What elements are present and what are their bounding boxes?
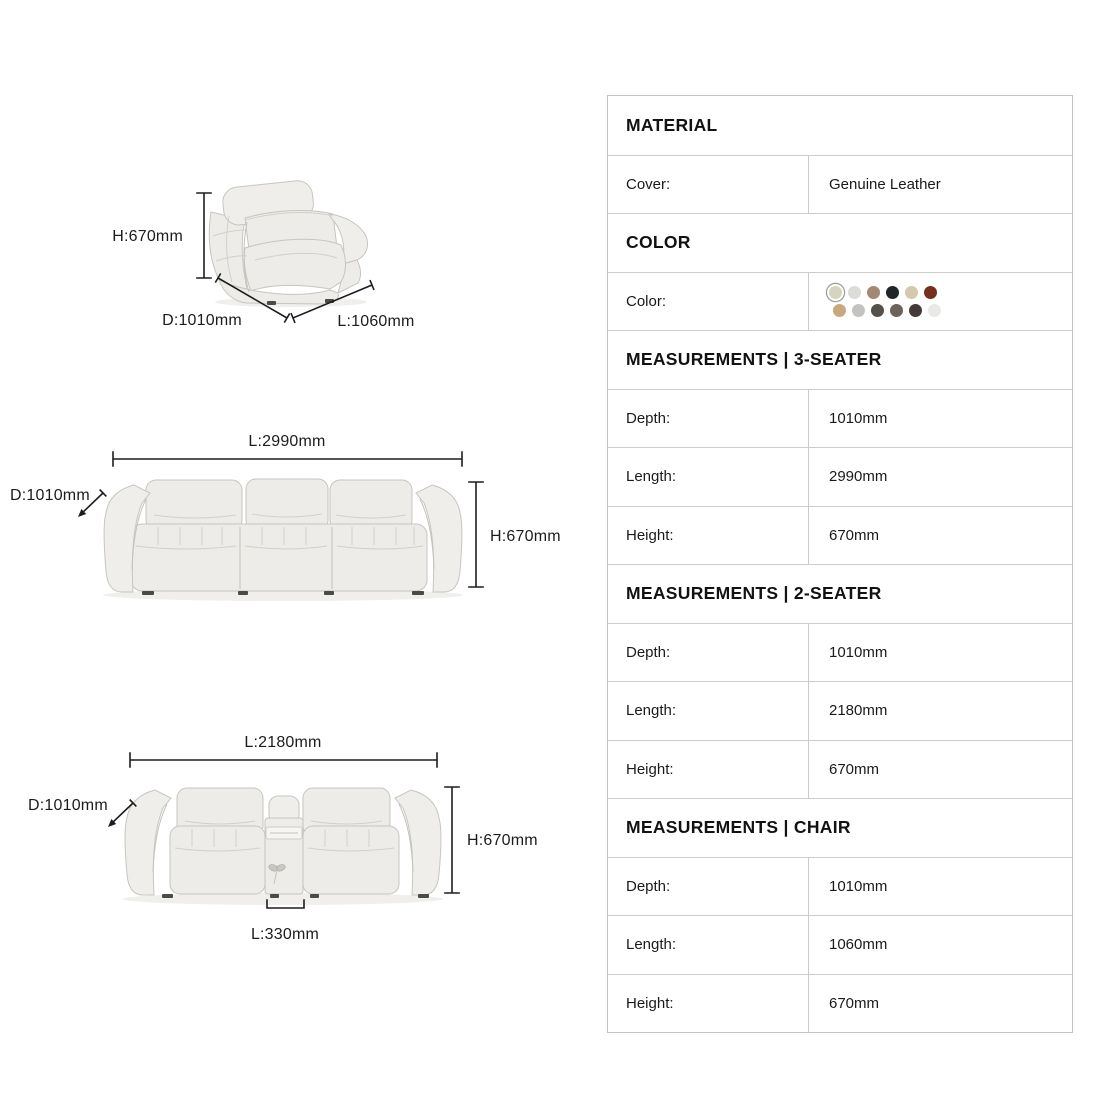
three-seater-dimension-diagram — [0, 425, 570, 620]
spec-row-3seater-height — [608, 506, 1072, 565]
chair-length-label: L:1060mm — [337, 313, 415, 330]
spec-value — [809, 682, 1072, 740]
two-seater-height-label: H:670mm — [467, 832, 538, 849]
spec-value — [809, 273, 1072, 331]
spec-label-text: Depth: — [626, 409, 671, 427]
spec-value-text: 2180mm — [829, 702, 888, 720]
spec-label — [608, 975, 809, 1033]
section-header-measurements-chair — [608, 798, 1072, 857]
section-header-label: MEASUREMENTS | 2-SEATER — [626, 583, 882, 604]
spec-label-text: Depth: — [626, 643, 671, 661]
spec-row-cover — [608, 155, 1072, 214]
spec-value — [809, 156, 1072, 214]
section-header-label: COLOR — [626, 232, 691, 253]
color-swatch[interactable] — [867, 286, 880, 299]
spec-table — [607, 95, 1073, 1033]
spec-value — [809, 624, 1072, 682]
three-seater-depth-label: D:1010mm — [10, 487, 90, 504]
chair-dimension-diagram — [95, 168, 440, 343]
spec-row-chair-length — [608, 915, 1072, 974]
two-seater-dimension-diagram — [20, 726, 565, 961]
two-seater-length-label: L:2180mm — [244, 734, 322, 751]
section-header-color — [608, 213, 1072, 272]
spec-row-2seater-depth — [608, 623, 1072, 682]
spec-row-3seater-depth — [608, 389, 1072, 448]
two-seater-console-length-label: L:330mm — [250, 926, 320, 943]
chair-height-label: H:670mm — [112, 228, 183, 245]
color-swatch[interactable] — [905, 286, 918, 299]
spec-label-text: Height: — [626, 994, 674, 1012]
spec-value — [809, 858, 1072, 916]
spec-label-text: Cover: — [626, 175, 671, 193]
spec-value — [809, 916, 1072, 974]
spec-label — [608, 507, 809, 565]
spec-label — [608, 624, 809, 682]
color-swatch[interactable] — [833, 304, 846, 317]
two-seater-depth-label: D:1010mm — [28, 797, 108, 814]
spec-label-text: Height: — [626, 526, 674, 544]
spec-label-text: Depth: — [626, 877, 671, 895]
spec-value — [809, 448, 1072, 506]
two-seater-illustration — [123, 788, 443, 905]
color-swatch[interactable] — [848, 286, 861, 299]
spec-row-chair-height — [608, 974, 1072, 1033]
spec-row-color — [608, 272, 1072, 331]
spec-value-text: 1010mm — [829, 877, 888, 895]
chair-illustration — [209, 179, 367, 307]
section-header-label: MATERIAL — [626, 114, 718, 135]
section-header-measurements-2-seater — [608, 564, 1072, 623]
spec-row-chair-depth — [608, 857, 1072, 916]
section-header-label: MEASUREMENTS | CHAIR — [626, 817, 851, 838]
spec-label — [608, 156, 809, 214]
color-swatch[interactable] — [909, 304, 922, 317]
color-swatch[interactable] — [924, 286, 937, 299]
spec-label-text: Color: — [626, 292, 667, 310]
three-seater-height-label: H:670mm — [490, 528, 561, 545]
spec-value-text: 670mm — [829, 994, 880, 1012]
spec-value-text: 1010mm — [829, 643, 888, 661]
spec-value — [809, 741, 1072, 799]
color-swatch[interactable] — [928, 304, 941, 317]
swatch-row — [833, 304, 941, 317]
color-swatch[interactable] — [886, 286, 899, 299]
color-swatch[interactable] — [871, 304, 884, 317]
spec-value-text: 670mm — [829, 760, 880, 778]
spec-label-text: Height: — [626, 760, 674, 778]
spec-value — [809, 390, 1072, 448]
spec-label — [608, 858, 809, 916]
spec-value — [809, 975, 1072, 1033]
spec-row-2seater-height — [608, 740, 1072, 799]
color-swatch[interactable] — [890, 304, 903, 317]
spec-label — [608, 390, 809, 448]
spec-label — [608, 916, 809, 974]
chair-depth-label: D:1010mm — [162, 312, 242, 329]
spec-label — [608, 682, 809, 740]
spec-row-2seater-length — [608, 681, 1072, 740]
spec-label-text: Length: — [626, 936, 677, 954]
spec-row-3seater-length — [608, 447, 1072, 506]
spec-label — [608, 448, 809, 506]
section-header-material — [608, 96, 1072, 155]
color-swatch[interactable] — [829, 286, 842, 299]
spec-value-text: 2990mm — [829, 468, 888, 486]
spec-label-text: Length: — [626, 468, 677, 486]
three-seater-illustration — [103, 479, 463, 601]
spec-label — [608, 741, 809, 799]
color-swatch[interactable] — [852, 304, 865, 317]
spec-value-text: 670mm — [829, 526, 880, 544]
spec-value-text: 1060mm — [829, 936, 888, 954]
spec-label — [608, 273, 809, 331]
section-header-label: MEASUREMENTS | 3-SEATER — [626, 349, 882, 370]
spec-value-text: 1010mm — [829, 409, 888, 427]
color-swatches — [829, 286, 941, 317]
section-header-measurements-3-seater — [608, 330, 1072, 389]
spec-label-text: Length: — [626, 702, 677, 720]
three-seater-length-label: L:2990mm — [248, 433, 326, 450]
spec-value — [809, 507, 1072, 565]
swatch-row — [829, 286, 941, 299]
spec-value-text: Genuine Leather — [829, 175, 941, 193]
